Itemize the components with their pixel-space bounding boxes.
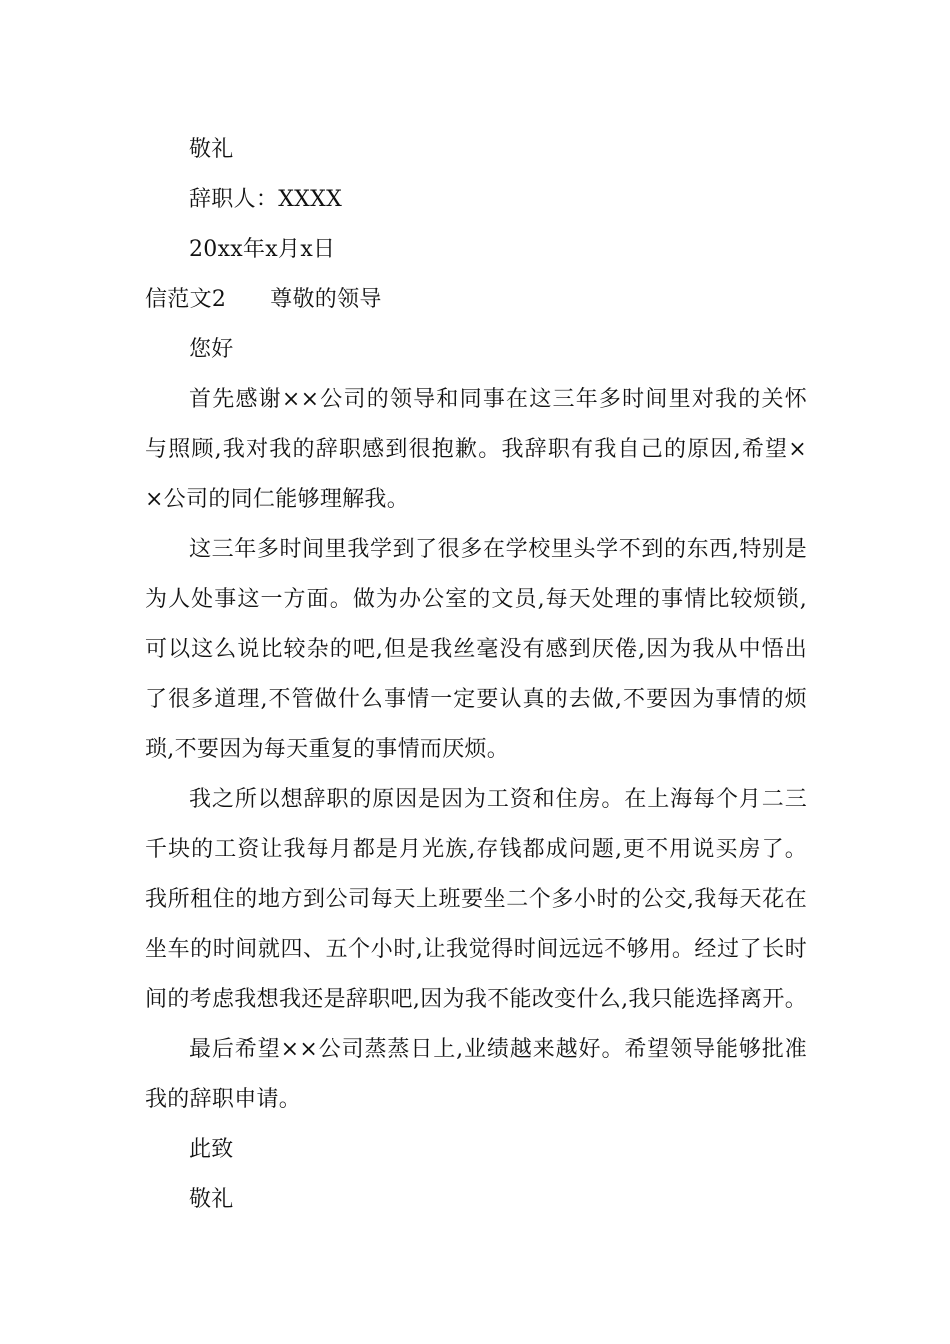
paragraph-2-line-4: 了很多道理,不管做什么事情一定要认真的去做,不要因为事情的烦 xyxy=(145,687,807,712)
paragraph-3-line-3: 我所租住的地方到公司每天上班要坐二个多小时的公交,我每天花在 xyxy=(145,887,807,912)
closing-phrase: 此致 xyxy=(189,1137,234,1162)
section-label: 信范文2 xyxy=(145,287,227,312)
paragraph-3-line-2: 千块的工资让我每月都是月光族,存钱都成问题,更不用说买房了。 xyxy=(145,837,807,862)
paragraph-3-line-4: 坐车的时间就四、五个小时,让我觉得时间远远不够用。经过了长时 xyxy=(145,937,807,962)
greeting: 您好 xyxy=(189,337,234,362)
section-heading-line xyxy=(145,285,815,315)
paragraph-1-line-1: 首先感谢××公司的领导和同事在这三年多时间里对我的关怀 xyxy=(189,387,807,412)
paragraph-1-line-3: ×公司的同仁能够理解我。 xyxy=(145,487,410,512)
paragraph-2-line-5: 琐,不要因为每天重复的事情而厌烦。 xyxy=(145,737,510,762)
paragraph-4-line-2: 我的辞职申请。 xyxy=(145,1087,302,1112)
paragraph-2-line-3: 可以这么说比较杂的吧,但是我丝毫没有感到厌倦,因为我从中悟出 xyxy=(145,637,807,662)
closing-salute: 敬礼 xyxy=(189,137,234,162)
paragraph-1-line-2: 与照顾,我对我的辞职感到很抱歉。我辞职有我自己的原因,希望× xyxy=(145,437,807,462)
paragraph-2-line-1: 这三年多时间里我学到了很多在学校里头学不到的东西,特别是 xyxy=(189,537,807,562)
salutation: 尊敬的领导 xyxy=(270,287,382,312)
paragraph-3-line-1: 我之所以想辞职的原因是因为工资和住房。在上海每个月二三 xyxy=(189,787,807,812)
paragraph-3-line-5: 间的考虑我想我还是辞职吧,因为我不能改变什么,我只能选择离开。 xyxy=(145,987,807,1012)
closing-salute-2: 敬礼 xyxy=(189,1187,234,1212)
signer-line: 辞职人：XXXX xyxy=(189,187,343,212)
paragraph-4-line-1: 最后希望××公司蒸蒸日上,业绩越来越好。希望领导能够批准 xyxy=(189,1037,807,1062)
date-line: 20xx年x月x日 xyxy=(189,237,336,262)
paragraph-2-line-2: 为人处事这一方面。做为办公室的文员,每天处理的事情比较烦锁, xyxy=(145,587,807,612)
